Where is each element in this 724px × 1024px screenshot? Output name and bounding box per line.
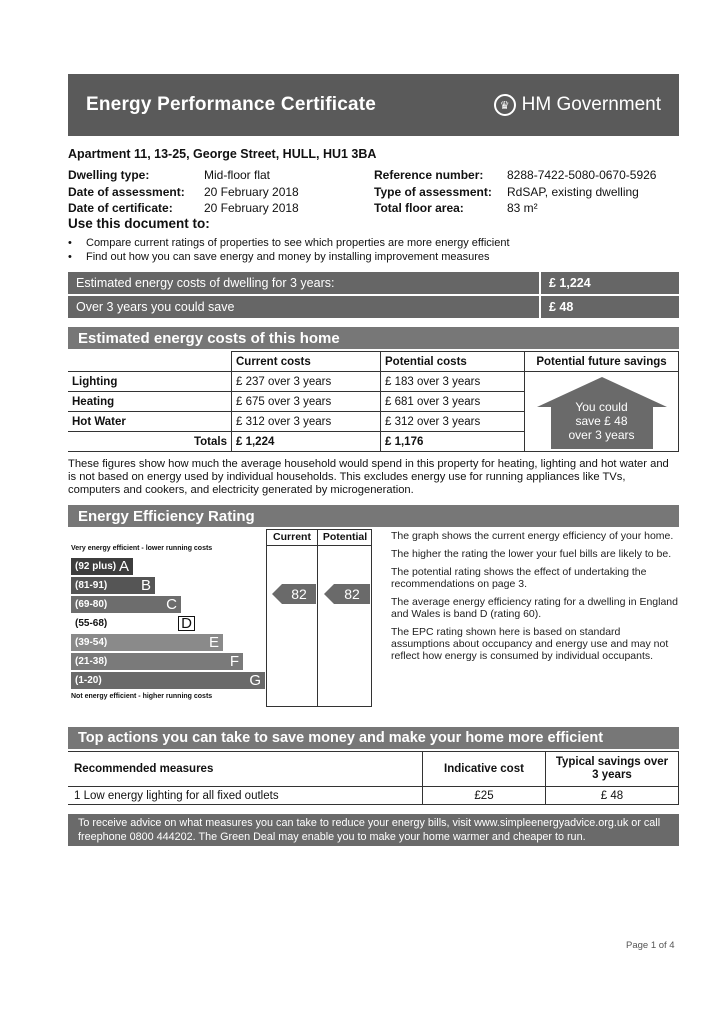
current-rating-value: 82: [291, 586, 307, 602]
actions-section-title: Top actions you can take to save money and make your home more efficient: [68, 727, 679, 749]
savings-bar: Over 3 years you could save £ 48: [68, 296, 679, 318]
costs-table: [68, 351, 679, 452]
band-f: (21-38) F: [71, 653, 243, 670]
hm-government-logo: [494, 94, 661, 116]
typical-savings-header: Typical savings over 3 years: [546, 752, 679, 787]
certificate-header: [68, 74, 679, 136]
actions-table: [68, 751, 679, 805]
hm-government-text: HM Government: [521, 94, 661, 115]
totals-row: Totals £ 1,224 £ 1,176: [68, 432, 679, 452]
costs-explanation: These figures show how much the average household would spend in this property for heating, lighting and hot water and is not based on energy used by individual households. This excludes energy use for running appliances like TVs, computers and cookers, and electricity generated by microgeneration.: [68, 458, 669, 496]
rating-top-note: Very energy efficient - lower running costs: [71, 545, 213, 552]
table-header-row: [68, 352, 679, 372]
current-column-header: Current: [266, 529, 318, 546]
current-costs-header: Current costs: [232, 352, 381, 372]
table-row: Heating £ 675 over 3 years £ 681 over 3 years: [68, 392, 679, 412]
total-cost-bar: Estimated energy costs of dwelling for 3 years: £ 1,224: [68, 272, 679, 294]
band-b: (81-91) B: [71, 577, 155, 594]
potential-column-header: Potential: [318, 529, 372, 546]
use-bullets: [68, 236, 510, 264]
details-right: [374, 167, 656, 217]
assessment-type-row: Type of assessment: RdSAP, existing dwelling: [374, 184, 639, 199]
savings-arrow-text: You could save £ 48 over 3 years: [568, 400, 635, 442]
indicative-cost-header: Indicative cost: [423, 752, 546, 787]
crest-icon: ♛: [494, 94, 516, 116]
table-row: Hot Water £ 312 over 3 years £ 312 over 3 years: [68, 412, 679, 432]
bullet-icon: •: [68, 237, 72, 249]
advice-footer: To receive advice on what measures you can take to reduce your energy bills, visit www.simpleenergyadvice.org.uk or call freephone 0800 444202. The Green Deal may enable you to make your home warmer and cheaper to run.: [68, 814, 679, 846]
details-left: [68, 167, 299, 217]
bullet-item: • Find out how you can save energy and money by installing improvement measures: [68, 251, 490, 263]
assessment-date-row: Date of assessment: 20 February 2018: [68, 184, 299, 199]
certificate-date-row: Date of certificate: 20 February 2018: [68, 201, 299, 215]
dwelling-type-row: Dwelling type: Mid-floor flat: [68, 168, 271, 182]
rating-notes: The graph shows the current energy efficiency of your home. The higher the rating the lower your fuel bills are likely to be. The potential rating shows the effect of undertaking the recommendations on page 3. The average energy efficiency rating for a dwelling in England and Wales is band D (rating 60). The EPC rating shown here is based on standard assumptions about occupancy and energy use and may not reflect how energy is consumed by individual occupants.: [391, 530, 678, 662]
band-a: (92 plus) A: [71, 558, 133, 575]
reference-number-row: Reference number: 8288-7422-5080-0670-5926: [374, 168, 657, 182]
table-row: Lighting £ 237 over 3 years £ 183 over 3 years You could save £ 48 over 3 years: [68, 372, 679, 392]
band-c: (69-80) C: [71, 596, 181, 613]
table-header-row: [68, 752, 679, 787]
energy-rating-chart: [68, 529, 388, 707]
property-address: Apartment 11, 13-25, George Street, HULL, HU1 3BA: [68, 147, 377, 161]
bullet-item: • Compare current ratings of properties to see which properties are more energy efficient: [68, 237, 510, 249]
measures-header: Recommended measures: [68, 752, 423, 787]
future-savings-header: Potential future savings: [525, 352, 679, 372]
use-document-title: Use this document to:: [68, 216, 210, 231]
certificate-title: Energy Performance Certificate: [86, 94, 377, 115]
band-e: (39-54) E: [71, 634, 223, 651]
page-number: Page 1 of 4: [626, 940, 675, 951]
floor-area-row: Total floor area: 83 m²: [374, 201, 538, 215]
eer-section-title: Energy Efficiency Rating: [68, 505, 679, 527]
table-row: 1 Low energy lighting for all fixed outlets £25 £ 48: [68, 787, 679, 805]
band-d: (55-68) D: [71, 615, 199, 632]
bullet-icon: •: [68, 251, 72, 263]
rating-bottom-note: Not energy efficient - higher running costs: [71, 693, 213, 700]
costs-section-title: Estimated energy costs of this home: [68, 327, 679, 349]
potential-costs-header: Potential costs: [381, 352, 525, 372]
band-g: (1-20) G: [71, 672, 265, 689]
savings-arrow-cell: [525, 372, 679, 452]
potential-rating-value: 82: [344, 586, 360, 602]
